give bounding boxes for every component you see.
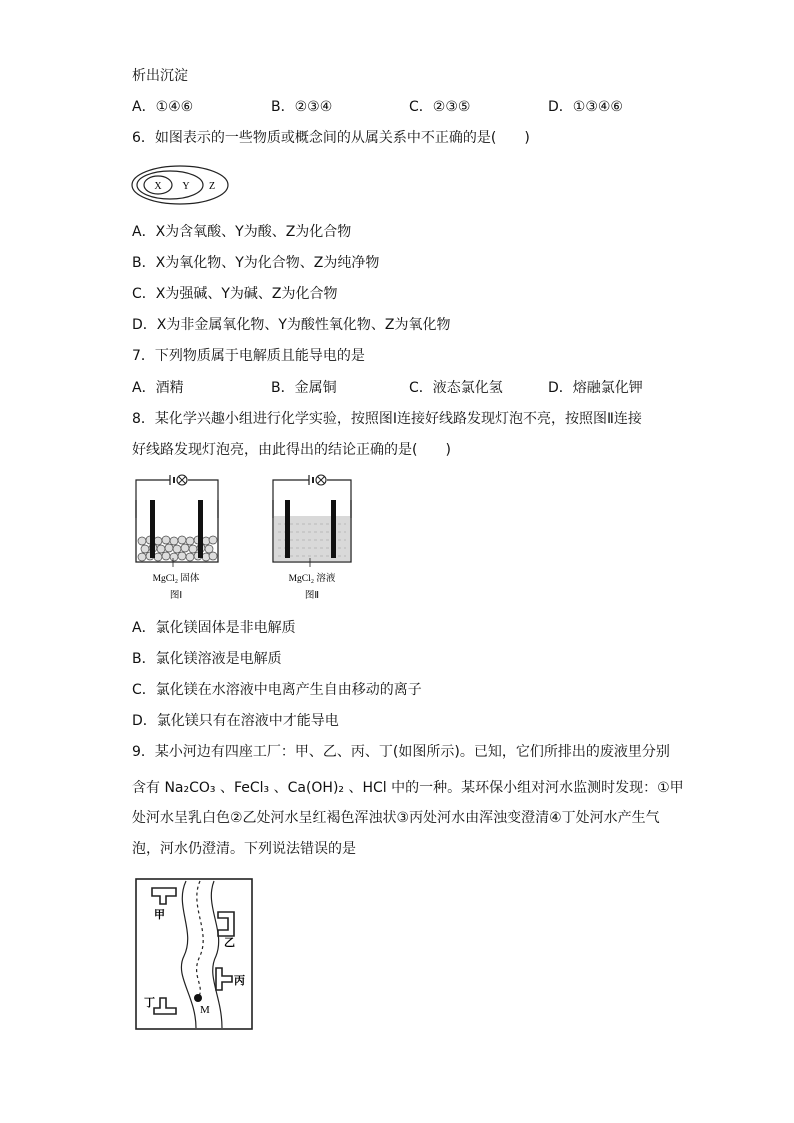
q5-option-c: C．②③⑤	[409, 99, 471, 115]
solid-particles	[138, 536, 217, 561]
label-z: Z	[208, 181, 216, 192]
q9-stem-line1: 9．某小河边有四座工厂：甲、乙、丙、丁(如图所示)。已知，它们所排出的废液里分别	[132, 744, 670, 760]
q9-stem-line2: 含有 Na₂CO₃ 、FeCl₃ 、Ca(OH)₂ 、HCl 中的一种。某环保小组对河水监测时发现：①甲	[132, 780, 684, 796]
q6-stem: 6．如图表示的一些物质或概念间的从属关系中不正确的是( )	[132, 130, 530, 146]
q6-option-b: B．X为氧化物、Y为化合物、Z为纯净物	[132, 255, 380, 271]
q6-option-d: D．X为非金属氧化物、Y为酸性氧化物、Z为氧化物	[132, 317, 451, 333]
q8-stem-line2: 好线路发现灯泡亮，由此得出的结论正确的是( )	[132, 442, 451, 458]
figure-1-caption: 图Ⅰ	[169, 591, 183, 601]
figure-1-label: MgCl₂ 固体	[152, 574, 200, 584]
figure-1-solid	[136, 475, 218, 601]
q8-stem-line1: 8．某化学兴趣小组进行化学实验，按照图Ⅰ连接好线路发现灯泡不亮，按照图Ⅱ连接	[132, 411, 642, 427]
label-ding: 丁	[144, 996, 155, 1009]
q8-option-a: A．氯化镁固体是非电解质	[132, 620, 296, 636]
q6-option-a: A．X为含氧酸、Y为酸、Z为化合物	[132, 224, 352, 240]
figure-2-label: MgCl₂ 溶液	[288, 574, 336, 584]
q7-option-b: B．金属铜	[271, 380, 337, 396]
electrode-left	[285, 500, 290, 558]
q8-option-d: D．氯化镁只有在溶液中才能导电	[132, 713, 339, 729]
ellipse-y	[137, 171, 203, 199]
q9-stem-line4: 泡，河水仍澄清。下列说法错误的是	[132, 841, 356, 857]
q7-option-a: A．酒精	[132, 380, 184, 396]
q9-stem-line3: 处河水呈乳白色②乙处河水呈红褐色浑浊状③丙处河水由浑浊变澄清④丁处河水产生气	[132, 810, 660, 826]
q8-conductivity-figures	[128, 470, 358, 605]
figure-2-caption: 图Ⅱ	[304, 591, 320, 601]
label-y: Y	[182, 181, 190, 192]
q6-option-c: C．X为强碱、Y为碱、Z为化合物	[132, 286, 338, 302]
q7-option-c: C．液态氯化氢	[409, 380, 503, 396]
label-jia: 甲	[154, 908, 165, 921]
q8-option-c: C．氯化镁在水溶液中电离产生自由移动的离子	[132, 682, 422, 698]
electrode-right	[198, 500, 203, 558]
electrode-left	[150, 500, 155, 558]
q6-nested-ellipses-diagram	[130, 164, 230, 206]
label-m: M	[200, 1004, 210, 1016]
label-x: X	[154, 181, 162, 192]
q5-option-b: B．②③④	[271, 99, 333, 115]
q7-stem: 7．下列物质属于电解质且能导电的是	[132, 348, 365, 364]
electrode-right	[331, 500, 336, 558]
figure-2-solution	[273, 475, 351, 601]
q5-option-a: A．①④⑥	[132, 99, 194, 115]
q9-river-map	[134, 876, 256, 1032]
label-bing: 丙	[234, 974, 245, 987]
q7-option-d: D．熔融氯化钾	[548, 380, 643, 396]
monitor-point-m	[194, 994, 202, 1002]
q5-option-d: D．①③④⑥	[548, 99, 623, 115]
label-yi: 乙	[224, 936, 235, 949]
q8-option-b: B．氯化镁溶液是电解质	[132, 651, 282, 667]
q5-tail-text: 析出沉淀	[132, 68, 188, 84]
